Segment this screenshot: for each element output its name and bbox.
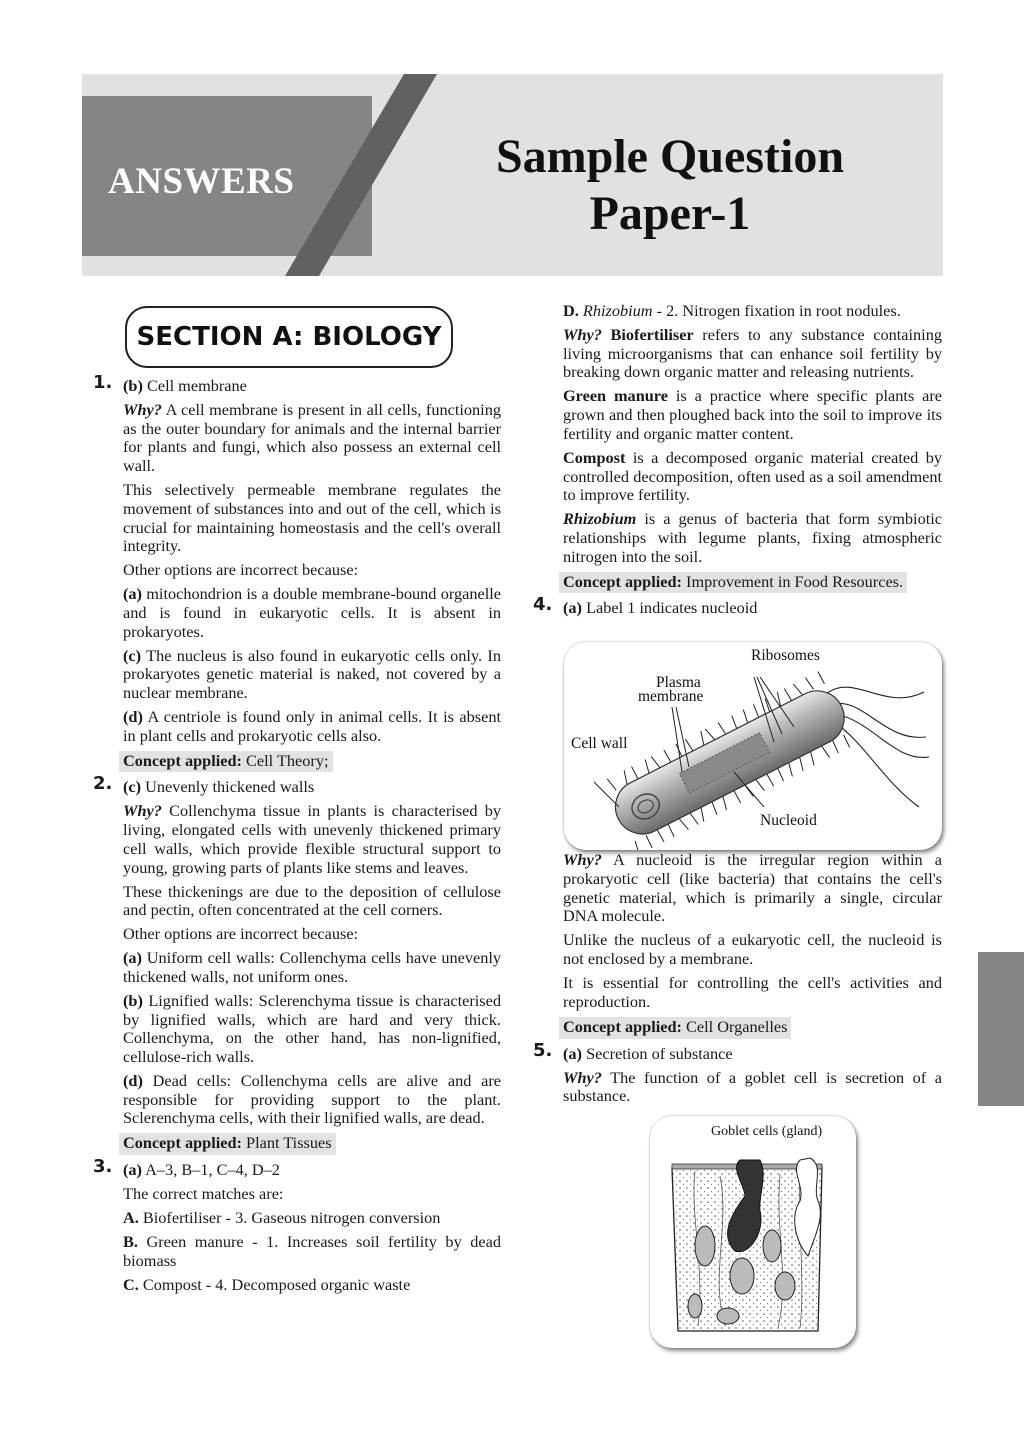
why-text: Collenchyma tissue in plants is characterised by living, elongated cells with unevenly thickened primary cell walls, which provide flexible structural support to young, growing parts of plants like stems and leaves. bbox=[123, 801, 501, 877]
option-explanation bbox=[123, 992, 501, 1067]
pilus-hair bbox=[767, 774, 774, 786]
pilus-hair bbox=[789, 763, 793, 777]
pilus-hair bbox=[778, 768, 784, 781]
why-text: A nucleoid is the irregular region within a prokaryotic cell (like bacteria) that contains the cell's genetic material, which is primarily a single, circular DNA molecule. bbox=[563, 850, 943, 926]
option-explanation bbox=[123, 1072, 501, 1128]
question-number: 5. bbox=[533, 1039, 553, 1061]
page-title-line2: Paper-1 bbox=[589, 187, 751, 240]
explanation-text: refers to any substance containing living microorganisms that can enhance soil fertility by breaking down organic matter and releasing nutrients. bbox=[563, 325, 942, 382]
option-text: Uniform cell walls: Collenchyma cells have unevenly thickened walls, not uniform ones. bbox=[123, 948, 501, 986]
question-number: 1. bbox=[93, 372, 113, 393]
option-label: (c) bbox=[123, 645, 142, 665]
option-explanation bbox=[123, 585, 501, 641]
pilus-hair bbox=[818, 671, 825, 683]
option-explanation bbox=[123, 647, 501, 703]
why-text: A cell membrane is present in all cells, functioning as the outer boundary for animals and the internal barrier for plants and fungi, which also possess an external cell wall. bbox=[123, 400, 501, 476]
pilus-hair bbox=[645, 760, 649, 774]
option-explanation bbox=[123, 949, 501, 986]
match-item bbox=[563, 302, 942, 321]
why-paragraph bbox=[563, 851, 942, 926]
match-term: Rhizobium bbox=[582, 301, 653, 320]
pilus-hair bbox=[723, 796, 727, 810]
pilus-hair bbox=[800, 757, 803, 771]
pilus-hair bbox=[718, 722, 726, 734]
pilus-hair bbox=[657, 830, 664, 842]
left-column bbox=[93, 372, 502, 1300]
answer-text: Secretion of substance bbox=[586, 1043, 733, 1063]
pilus-hair bbox=[690, 813, 698, 824]
answer-option: (b) bbox=[123, 376, 143, 395]
question-number: 3. bbox=[93, 1156, 113, 1178]
concept-applied-box bbox=[559, 572, 907, 594]
option-text: Lignified walls: Sclerenchyma tissue is characterised by lignified walls, which are hard and very thick. Collenchyma, on the other hand, has non-lignified, cellulose-rich walls. bbox=[123, 990, 501, 1067]
concept-text: Plant Tissues bbox=[246, 1133, 332, 1153]
concept-applied-box bbox=[559, 1017, 791, 1039]
question-5 bbox=[533, 1039, 942, 1106]
why-text: The function of a goblet cell is secretion of a substance. bbox=[563, 1067, 942, 1106]
pilus-hair bbox=[756, 779, 765, 790]
match-item bbox=[123, 1233, 501, 1270]
why-label: Why? bbox=[123, 801, 162, 821]
paragraph: These thickenings are due to the deposition of cellulose and pectin, often concentrated at the cell corners. bbox=[123, 881, 501, 920]
question-3 bbox=[93, 1156, 501, 1294]
pilus-hair bbox=[635, 841, 639, 850]
why-paragraph bbox=[123, 401, 501, 476]
pilus-hair bbox=[784, 689, 791, 701]
pilus-hair bbox=[701, 731, 704, 745]
pilus-hair bbox=[668, 824, 674, 837]
question-number: 4. bbox=[533, 594, 553, 616]
pilus-hair bbox=[607, 779, 616, 790]
pilus-hair bbox=[685, 739, 693, 751]
question-number: 2. bbox=[93, 773, 113, 795]
why-paragraph bbox=[563, 1069, 942, 1106]
pilus-hair bbox=[793, 684, 802, 695]
pilus-hair bbox=[844, 735, 850, 748]
pilus-hair bbox=[664, 750, 671, 762]
answer-option: (c) bbox=[123, 777, 142, 797]
option-explanation bbox=[123, 708, 501, 745]
answer-text: Label 1 indicates nucleoid bbox=[586, 598, 758, 618]
concept-label: Concept applied: bbox=[563, 1016, 682, 1036]
pilus-hair bbox=[646, 835, 652, 848]
answers-label: ANSWERS bbox=[108, 161, 295, 202]
pilus-hair bbox=[705, 729, 715, 740]
why-label: Why? bbox=[563, 1067, 602, 1087]
pilus-hair bbox=[651, 756, 660, 767]
label-cell-wall: Cell wall bbox=[571, 735, 628, 752]
pilus-hair bbox=[833, 740, 839, 753]
why-label: Why? bbox=[563, 850, 602, 870]
pilus-hair bbox=[743, 710, 747, 723]
bacterium-figure bbox=[564, 642, 942, 850]
concept-applied-box bbox=[119, 751, 333, 773]
match-label: C. bbox=[123, 1274, 139, 1294]
pilus-hair bbox=[734, 791, 741, 803]
concept-text: Cell Organelles bbox=[686, 1016, 788, 1036]
explanation-term: Rhizobium bbox=[563, 509, 637, 529]
section-heading: SECTION A: BIOLOGY bbox=[125, 306, 453, 368]
paragraph: This selectively permeable membrane regulates the movement of substances into and out of the cell, which is crucial for maintaining homeostasis and the cell's overall integrity. bbox=[123, 480, 501, 556]
why-paragraph bbox=[123, 802, 501, 877]
option-label: (d) bbox=[123, 1071, 143, 1091]
pilus-hair bbox=[632, 766, 639, 778]
match-item bbox=[123, 1276, 501, 1295]
concept-label: Concept applied: bbox=[123, 750, 242, 770]
label-goblet-cells: Goblet cells (gland) bbox=[711, 1124, 823, 1139]
pilus-hair bbox=[712, 802, 717, 815]
paragraph: Other options are incorrect because: bbox=[123, 924, 359, 944]
match-label: A. bbox=[123, 1208, 139, 1228]
answer-text: A–3, B–1, C–4, D–2 bbox=[145, 1160, 280, 1180]
concept-text: Improvement in Food Resources. bbox=[686, 571, 904, 591]
paragraph: The correct matches are: bbox=[123, 1184, 284, 1204]
goblet-cells-illustration bbox=[650, 1116, 856, 1348]
question-1 bbox=[93, 372, 502, 778]
match-text: Compost - 4. Decomposed organic waste bbox=[142, 1274, 411, 1294]
option-text: mitochondrion is a double membrane-bound organelle and is found in eukaryotic cells. It is absent in prokaryotes. bbox=[123, 584, 501, 641]
page-title-line1: Sample Question bbox=[495, 130, 845, 183]
answer-line bbox=[123, 1161, 501, 1180]
pilus-hair bbox=[679, 819, 688, 830]
match-text: Green manure - 1. Increases soil fertility by dead biomass bbox=[123, 1232, 501, 1270]
option-label: (a) bbox=[123, 584, 142, 604]
question-2 bbox=[93, 773, 501, 1161]
explanation-term: Green manure bbox=[563, 386, 668, 406]
answer-option: (a) bbox=[123, 1160, 142, 1180]
option-label: (a) bbox=[123, 948, 142, 968]
answer-option: (a) bbox=[563, 598, 582, 618]
chapter-thumb-tab bbox=[978, 952, 1024, 1106]
label-plasma: Plasma bbox=[656, 674, 701, 691]
paragraph: It is essential for controlling the cell's activities and reproduction. bbox=[563, 973, 942, 1011]
match-text: - 2. Nitrogen fixation in root nodules. bbox=[652, 301, 901, 320]
pilus-hair bbox=[806, 678, 814, 690]
answer-text: Cell membrane bbox=[146, 376, 247, 395]
match-label: D. bbox=[563, 301, 579, 320]
explanation-text: is a practice where specific plants are grown and then ploughed back into the soil to improve its fertility and organic matter content. bbox=[563, 386, 942, 443]
label-ribosomes: Ribosomes bbox=[751, 647, 820, 664]
answer-text: Unevenly thickened walls bbox=[145, 777, 315, 797]
concept-label: Concept applied: bbox=[563, 571, 682, 591]
explanation-text: is a genus of bacteria that form symbiotic relationships with legume plants, fixing atmospheric nitrogen into the soil. bbox=[563, 509, 942, 566]
option-label: (b) bbox=[123, 990, 143, 1010]
why-paragraph bbox=[563, 326, 942, 382]
option-text: Dead cells: Collenchyma cells are alive and are responsible for providing support to the plant. Sclerenchyma cells, with their lignified walls, are dead. bbox=[123, 1071, 501, 1128]
answer-line bbox=[563, 599, 942, 618]
paragraph: Unlike the nucleus of a eukaryotic cell, the nucleoid is not enclosed by a membrane. bbox=[563, 930, 942, 969]
pilus-hair bbox=[701, 807, 704, 821]
explanation-term: Compost bbox=[563, 447, 626, 467]
label-membrane: membrane bbox=[638, 688, 704, 705]
why-label: Why? bbox=[123, 400, 162, 419]
match-label: B. bbox=[123, 1232, 138, 1252]
explanation bbox=[563, 449, 942, 505]
concept-label: Concept applied: bbox=[123, 1133, 242, 1153]
concept-applied-box bbox=[119, 1133, 336, 1155]
explanation bbox=[563, 510, 942, 566]
option-text: The nucleus is also found in eukaryotic cells only. In prokaryotes genetic material is naked, not covered by a nuclear membrane. bbox=[123, 645, 501, 703]
question-3-continued bbox=[563, 302, 942, 599]
match-item bbox=[123, 1209, 501, 1228]
option-text: A centriole is found only in animal cells. It is absent in plant cells and prokaryotic cells also. bbox=[123, 707, 502, 745]
explanation bbox=[563, 387, 942, 443]
pilus-hair bbox=[822, 746, 830, 758]
concept-text: Cell Theory; bbox=[246, 750, 329, 770]
page-title bbox=[420, 128, 920, 242]
answer-option: (a) bbox=[563, 1043, 582, 1063]
option-label: (d) bbox=[123, 707, 143, 727]
goblet-cells-figure bbox=[650, 1116, 856, 1348]
answer-line bbox=[563, 1045, 942, 1064]
pilus-hair bbox=[624, 770, 627, 784]
label-nucleoid: Nucleoid bbox=[760, 812, 817, 829]
answer-line bbox=[123, 778, 501, 797]
match-text: Biofertiliser - 3. Gaseous nitrogen conversion bbox=[142, 1208, 441, 1228]
pilus-hair bbox=[811, 752, 814, 766]
pilus-hair bbox=[732, 715, 737, 728]
why-label: Why? bbox=[563, 325, 602, 344]
explanation-text: is a decomposed organic material created by controlled decomposition, often used as a soil amendment to improve fertility. bbox=[563, 447, 942, 505]
answer-line bbox=[123, 377, 501, 396]
explanation-term: Biofertiliser bbox=[610, 325, 694, 344]
paragraph: Other options are incorrect because: bbox=[123, 560, 359, 580]
pilus-hair bbox=[753, 704, 758, 717]
